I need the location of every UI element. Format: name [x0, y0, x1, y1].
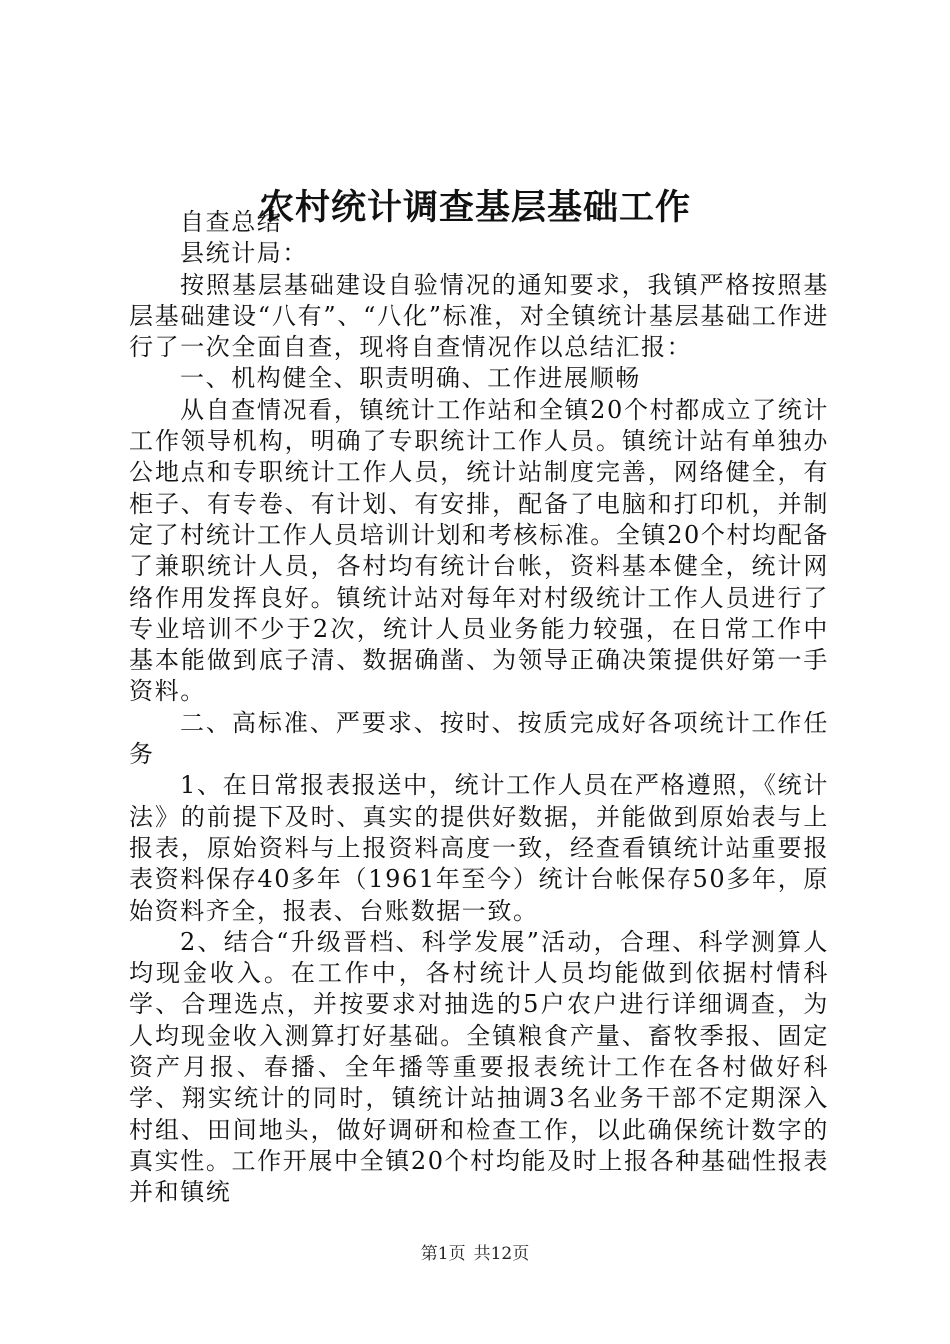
- section-heading-2: 二、高标准、严要求、按时、按质完成好各项统计工作任务: [129, 708, 829, 769]
- document-body: [129, 207, 829, 1209]
- paragraph-section-1: 从自查情况看，镇统计工作站和全镇20个村都成立了统计工作领导机构，明确了专职统计工作人员。镇统计站有单独办公地点和专职统计工作人员，统计站制度完善，网络健全，有柜子、有专卷、有计划、有安排，配备了电脑和打印机，并制定了村统计工作人员培训计划和考核标准。全镇20个村均配备了兼职统计人员，各村均有统计台帐，资料基本健全，统计网络作用发挥良好。镇统计站对每年对村级统计工作人员进行了专业培训不少于2次，统计人员业务能力较强，在日常工作中基本能做到底子清、数据确凿、为领导正确决策提供好第一手资料。: [129, 395, 829, 706]
- page-number: 第1页: [420, 1244, 466, 1264]
- paragraph-item-2: 2、结合“升级晋档、科学发展”活动，合理、科学测算人均现金收入。在工作中，各村统计人员均能做到依据村情科学、合理选点，并按要求对抽选的5户农户进行详细调查，为人均现金收入测算打好基础。全镇粮食产量、畜牧季报、固定资产月报、春播、全年播等重要报表统计工作在各村做好科学、翔实统计的同时，镇统计站抽调3名业务干部不定期深入村组、田间地头，做好调研和检查工作，以此确保统计数字的真实性。工作开展中全镇20个村均能及时上报各种基础性报表并和镇统: [129, 927, 829, 1207]
- document-title: 农村统计调查基层基础工作: [258, 187, 691, 228]
- paragraph-addressee: 县统计局：: [180, 239, 308, 268]
- page-total: 共12页: [473, 1244, 530, 1264]
- paragraph-item-1: 1、在日常报表报送中，统计工作人员在严格遵照，《统计法》的前提下及时、真实的提供好数据，并能做到原始表与上报表，原始资料与上报资料高度一致，经查看镇统计站重要报表资料保存40多年（1961年至今）统计台帐保存50多年，原始资料齐全，报表、台账数据一致。: [129, 771, 829, 925]
- paragraph-subtitle: 自查总结: [180, 208, 283, 236]
- page-footer: [0, 1242, 950, 1266]
- paragraph-intro: 按照基层基础建设自验情况的通知要求，我镇严格按照基层基础建设“八有”、“八化”标准，对全镇统计基层基础工作进行了一次全面自查，现将自查情况作以总结汇报：: [129, 270, 829, 362]
- section-heading-1: 一、机构健全、职责明确、工作进展顺畅: [180, 364, 641, 393]
